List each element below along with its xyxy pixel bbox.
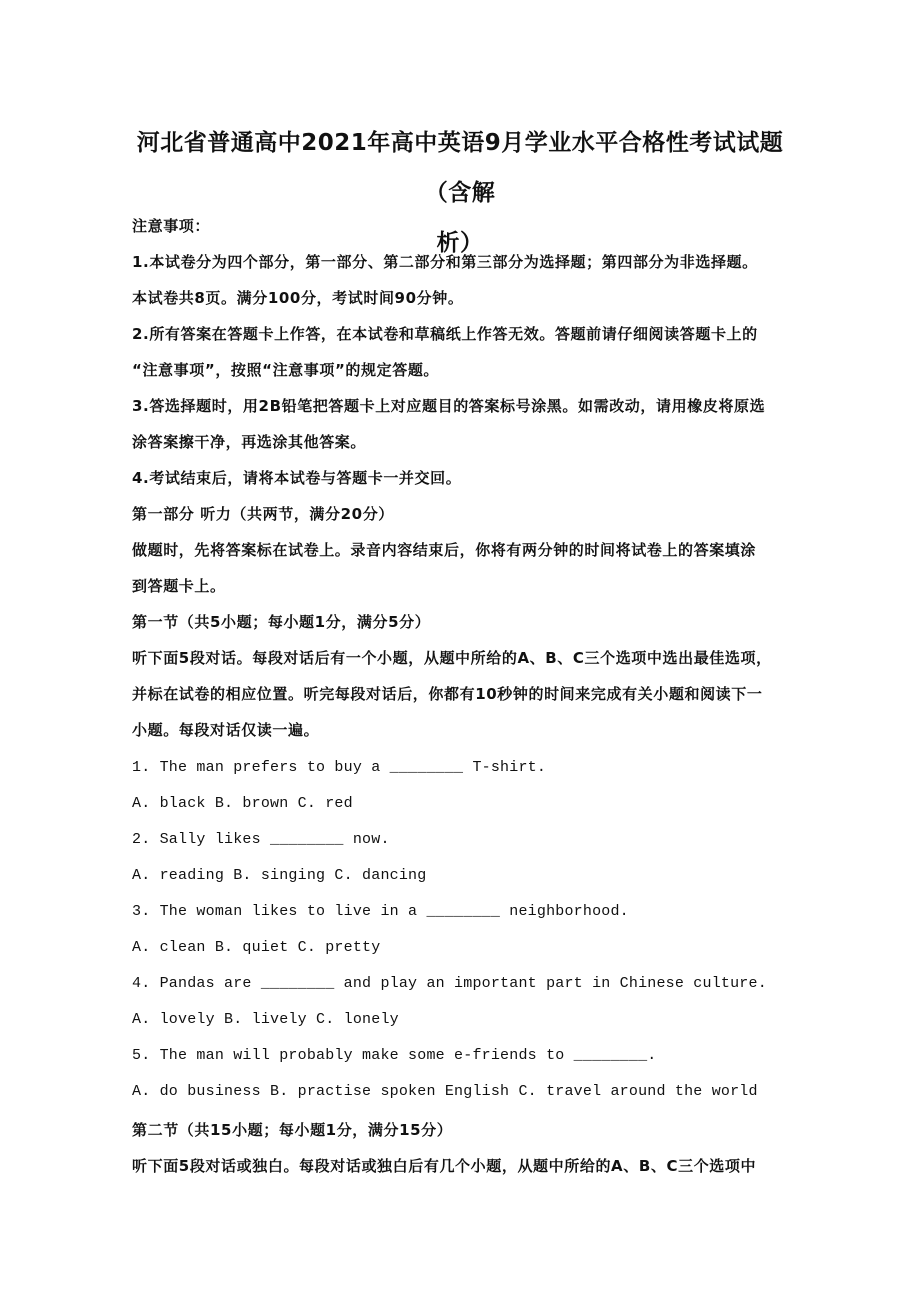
section-one-instructions-cont-1: 并标在试卷的相应位置。听完每段对话后，你都有10秒钟的时间来完成有关小题和阅读下一 <box>132 685 763 703</box>
section-two-heading: 第二节（共15小题；每小题1分，满分15分） <box>132 1121 453 1139</box>
notice-item-2-cont: “注意事项”，按照“注意事项”的规定答题。 <box>132 361 440 379</box>
question-3-options: A. clean B. quiet C. pretty <box>132 939 381 956</box>
title-line-1: 河北省普通高中2021年高中英语9月学业水平合格性考试试题（含解 <box>136 130 784 206</box>
question-4-options: A. lovely B. lively C. lonely <box>132 1011 399 1028</box>
question-5-options: A. do business B. practise spoken English C. travel around the world <box>132 1083 758 1100</box>
question-2: 2. Sally likes ________ now. <box>132 831 390 848</box>
section-two-instructions: 听下面5段对话或独白。每段对话或独白后有几个小题，从题中所给的A、B、C三个选项中 <box>132 1157 757 1175</box>
part-one-instructions-cont: 到答题卡上。 <box>132 577 226 595</box>
title-line-2: 析） <box>436 230 484 256</box>
notice-item-4: 4.考试结束后，请将本试卷与答题卡一并交回。 <box>132 469 462 487</box>
question-5: 5. The man will probably make some e-friends to ________. <box>132 1047 657 1064</box>
question-3: 3. The woman likes to live in a ________ neighborhood. <box>132 903 629 920</box>
question-1: 1. The man prefers to buy a ________ T-shirt. <box>132 759 547 776</box>
notice-item-3: 3.答选择题时，用2B铅笔把答题卡上对应题目的答案标号涂黑。如需改动，请用橡皮将原选 <box>132 397 766 415</box>
part-one-instructions: 做题时，先将答案标在试卷上。录音内容结束后，你将有两分钟的时间将试卷上的答案填涂 <box>132 541 757 559</box>
section-one-instructions-cont-2: 小题。每段对话仅读一遍。 <box>132 721 320 739</box>
question-2-options: A. reading B. singing C. dancing <box>132 867 427 884</box>
notice-item-3-cont: 涂答案擦干净，再选涂其他答案。 <box>132 433 367 451</box>
question-1-options: A. black B. brown C. red <box>132 795 353 812</box>
section-one-heading: 第一节（共5小题；每小题1分，满分5分） <box>132 613 431 631</box>
document-title <box>128 118 792 268</box>
part-one-heading: 第一部分 听力（共两节，满分20分） <box>132 505 394 523</box>
notice-heading: 注意事项： <box>132 217 211 235</box>
section-one-instructions: 听下面5段对话。每段对话后有一个小题，从题中所给的A、B、C三个选项中选出最佳选项， <box>132 649 772 667</box>
notice-item-1-cont: 本试卷共8页。满分100分，考试时间90分钟。 <box>132 289 464 307</box>
notice-item-2: 2.所有答案在答题卡上作答，在本试卷和草稿纸上作答无效。答题前请仔细阅读答题卡上的 <box>132 325 758 343</box>
question-4: 4. Pandas are ________ and play an important part in Chinese culture. <box>132 975 767 992</box>
notice-item-1: 1.本试卷分为四个部分，第一部分、第二部分和第三部分为选择题；第四部分为非选择题。 <box>132 253 758 271</box>
